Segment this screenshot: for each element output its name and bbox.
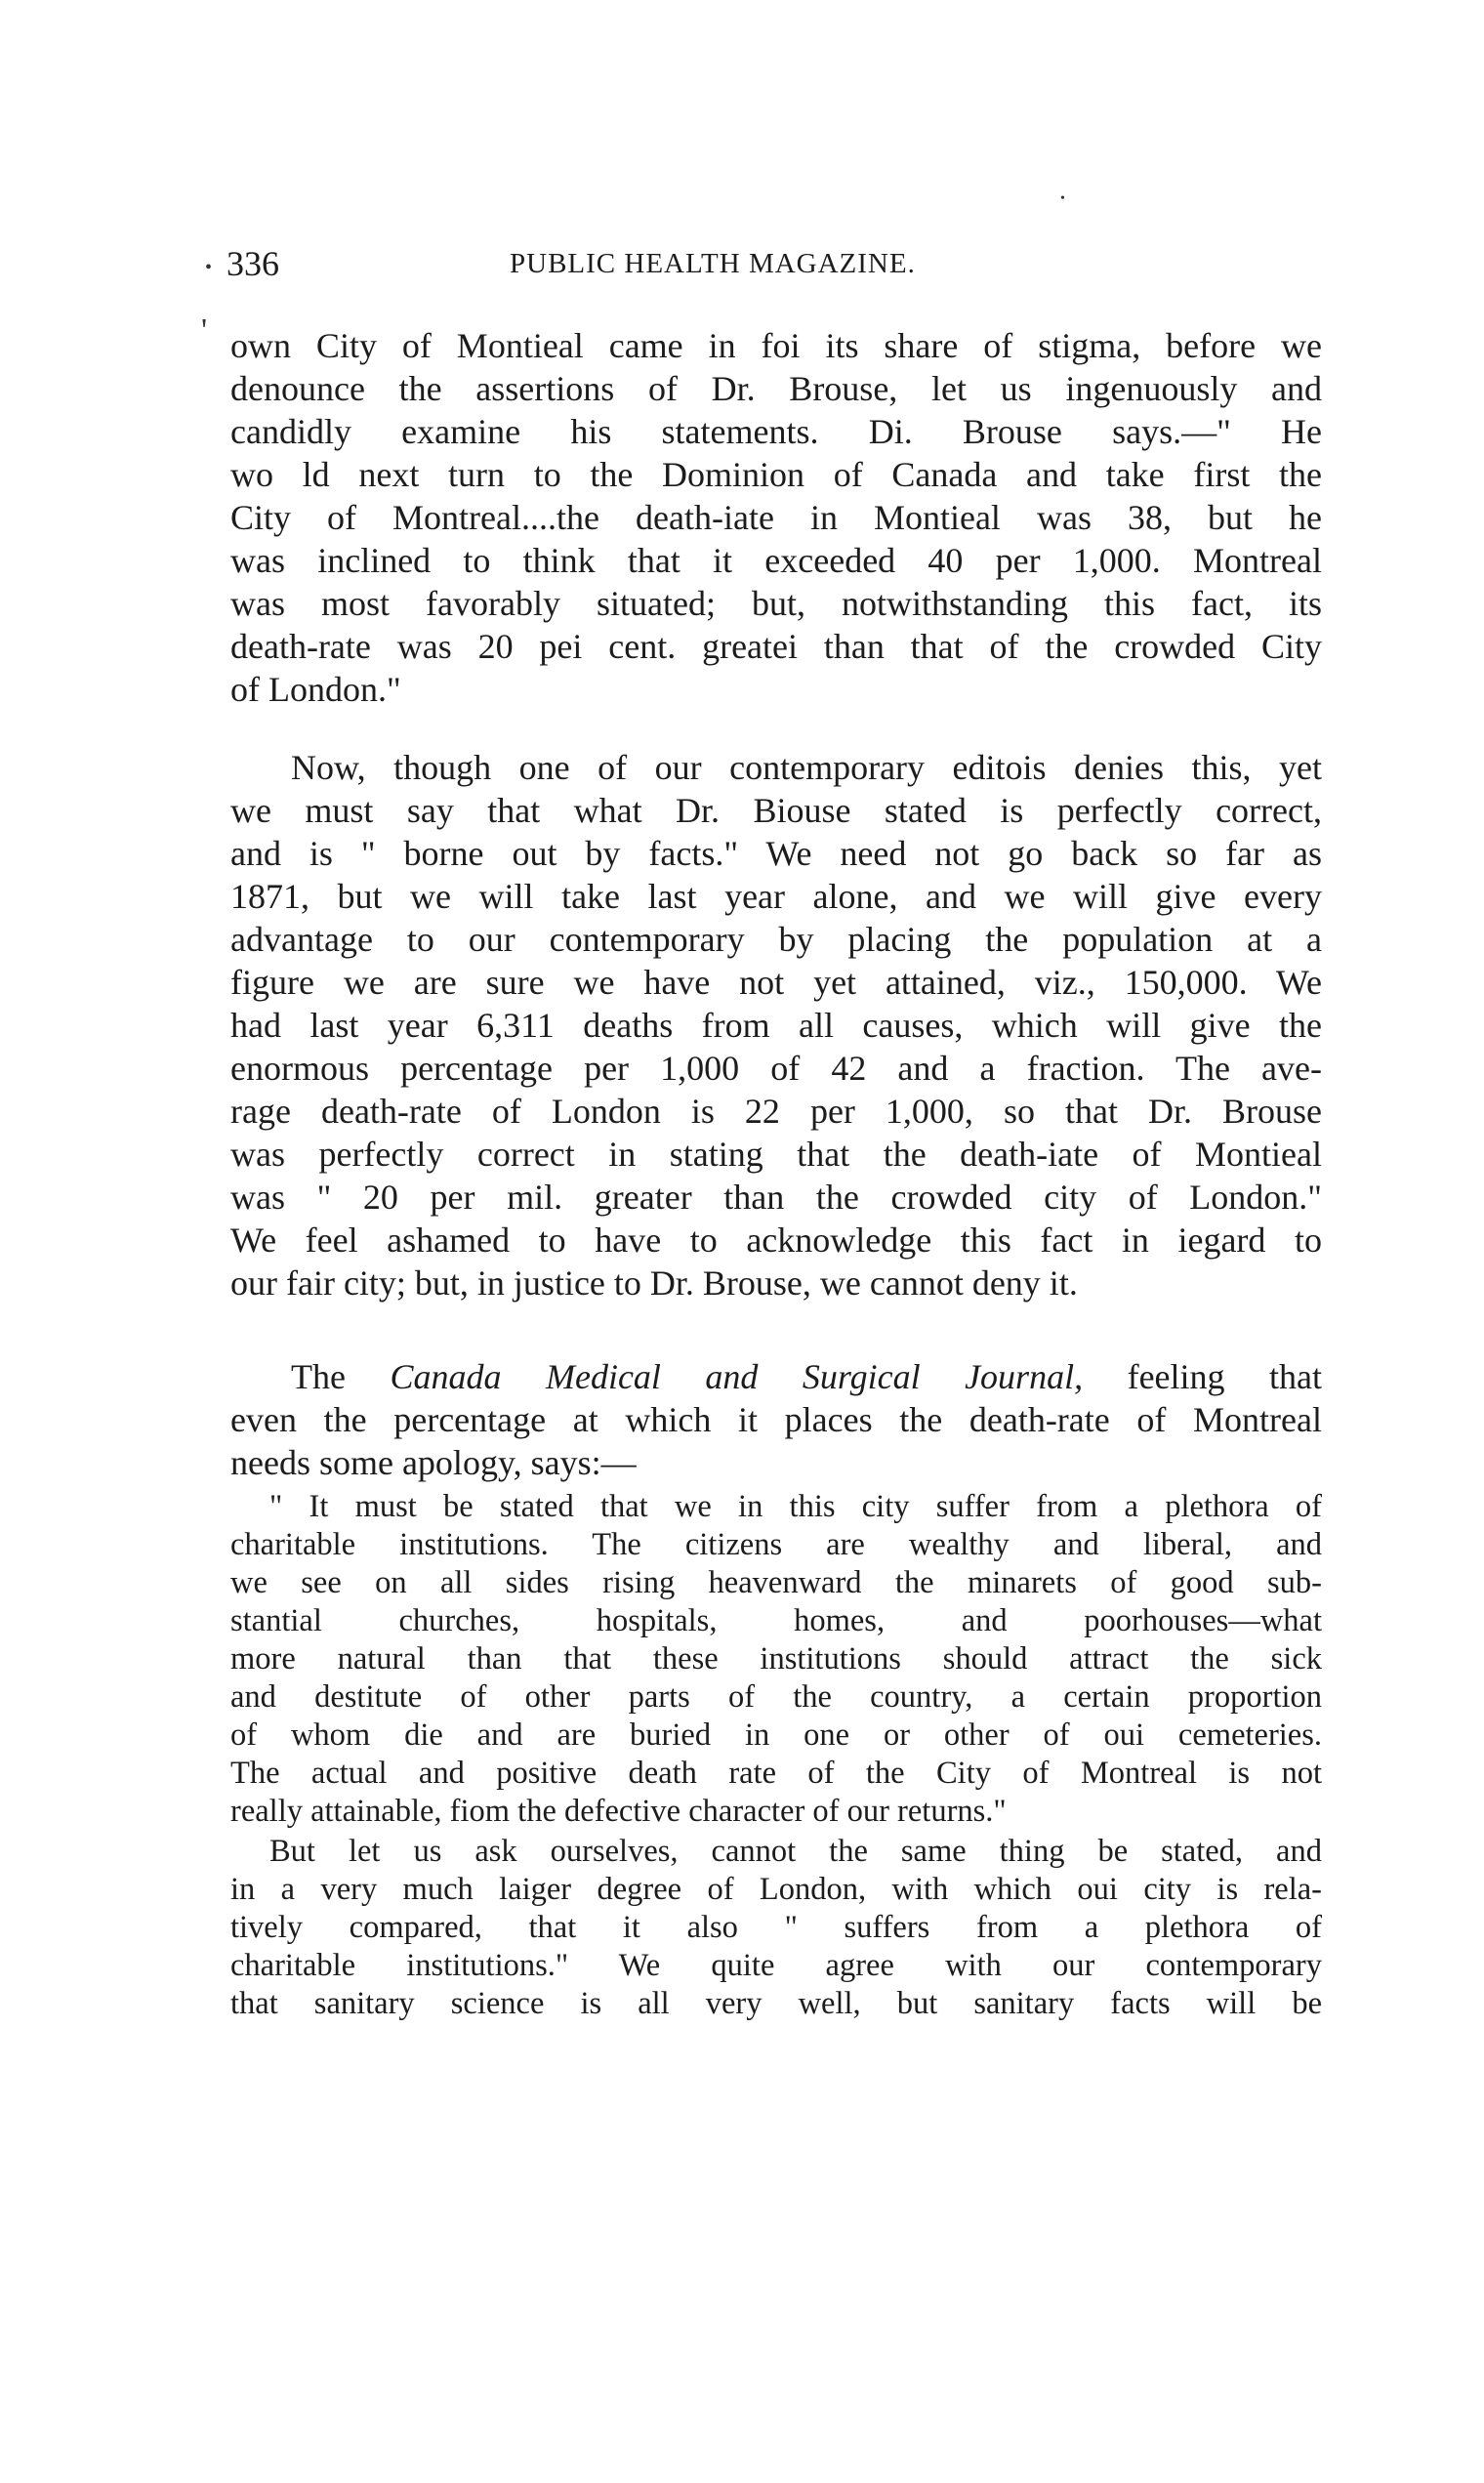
paragraph-line: wo ld next turn to the Dominion of Canada and take first the bbox=[230, 455, 1322, 494]
paragraph-text: The bbox=[291, 1357, 346, 1396]
paragraph-line: was inclined to think that it exceeded 40 per 1,000. Montreal bbox=[230, 541, 1322, 580]
paragraph-line: We feel ashamed to have to acknowledge this fact in iegard to bbox=[230, 1221, 1322, 1260]
block-quote bbox=[230, 1488, 1322, 1831]
paragraph-line: tively compared, that it also " suffers from a plethora of bbox=[230, 1910, 1322, 1945]
paragraph-line: death-rate was 20 pei cent. greatei than that of the crowded City bbox=[230, 627, 1322, 666]
paragraph-line: 1871, but we will take last year alone, and we will give every bbox=[230, 877, 1322, 916]
paragraph-line: was " 20 per mil. greater than the crowded city of London." bbox=[230, 1178, 1322, 1217]
paragraph-line: own City of Montieal came in foi its share of stigma, before we bbox=[230, 326, 1322, 365]
paragraph-line bbox=[230, 1355, 1322, 1398]
paragraph-line: even the percentage at which it places the death-rate of Montreal bbox=[230, 1400, 1322, 1439]
margin-dot-top: • bbox=[1060, 191, 1065, 206]
paragraph-line: we must say that what Dr. Biouse stated is perfectly correct, bbox=[230, 791, 1322, 830]
paragraph-line: advantage to our contemporary by placing the population at a bbox=[230, 920, 1322, 959]
paragraph-1 bbox=[230, 324, 1322, 711]
paragraph-line: rage death-rate of London is 22 per 1,000, so that Dr. Brouse bbox=[230, 1092, 1322, 1131]
paragraph-2 bbox=[230, 746, 1322, 1304]
quote-line: of whom die and are buried in one or other of oui cemeteries. bbox=[230, 1717, 1322, 1753]
paragraph-line: our fair city; but, in justice to Dr. Brouse, we cannot deny it. bbox=[230, 1263, 1078, 1303]
quote-line: really attainable, fiom the defective character of our returns." bbox=[230, 1794, 1007, 1829]
paragraph-line: But let us ask ourselves, cannot the same thing be stated, and bbox=[269, 1834, 1322, 1869]
quote-line: stantial churches, hospitals, homes, and poorhouses—what bbox=[230, 1603, 1322, 1638]
margin-dot-left: • bbox=[205, 257, 213, 278]
paragraph-line: of London." bbox=[230, 670, 401, 709]
paragraph-line: charitable institutions." We quite agree with our contemporary bbox=[230, 1948, 1322, 1983]
paragraph-line: enormous percentage per 1,000 of 42 and a fraction. The ave- bbox=[230, 1049, 1322, 1088]
quote-line: The actual and positive death rate of the City of Montreal is not bbox=[230, 1756, 1322, 1791]
paragraph-text: feeling that bbox=[1127, 1357, 1322, 1396]
paragraph-line: candidly examine his statements. Di. Brouse says.—" He bbox=[230, 412, 1322, 451]
paragraph-line: Now, though one of our contemporary editois denies this, yet bbox=[291, 748, 1322, 787]
quote-line: more natural than that these institutions should attract the sick bbox=[230, 1641, 1322, 1676]
quote-line: " It must be stated that we in this city suffer from a plethora of bbox=[269, 1489, 1322, 1524]
paragraph-line: figure we are sure we have not yet attained, viz., 150,000. We bbox=[230, 963, 1322, 1002]
margin-tick-left: ' bbox=[201, 312, 208, 349]
paragraph-line: City of Montreal....the death-iate in Montieal was 38, but he bbox=[230, 498, 1322, 537]
journal-title: Canada Medical and Surgical Journal, bbox=[390, 1357, 1084, 1396]
quote-line: charitable institutions. The citizens are wealthy and liberal, and bbox=[230, 1527, 1322, 1562]
paragraph-line: and is " borne out by facts." We need not go back so far as bbox=[230, 834, 1322, 873]
page-number: 336 bbox=[227, 244, 279, 283]
running-header bbox=[205, 242, 1326, 285]
paragraph-line: needs some apology, says:— bbox=[230, 1443, 637, 1482]
paragraph-3 bbox=[230, 1355, 1322, 1484]
paragraph-4 bbox=[230, 1833, 1322, 2023]
paragraph-line: was most favorably situated; but, notwithstanding this fact, its bbox=[230, 584, 1322, 623]
paragraph-line: was perfectly correct in stating that the death-iate of Montieal bbox=[230, 1135, 1322, 1174]
paragraph-line: had last year 6,311 deaths from all causes, which will give the bbox=[230, 1006, 1322, 1045]
quote-line: and destitute of other parts of the country, a certain proportion bbox=[230, 1679, 1322, 1715]
paragraph-line: in a very much laiger degree of London, with which oui city is rela- bbox=[230, 1872, 1322, 1907]
quote-line: we see on all sides rising heavenward the minarets of good sub- bbox=[230, 1565, 1322, 1600]
running-title: PUBLIC HEALTH MAGAZINE. bbox=[510, 248, 916, 279]
paragraph-line: that sanitary science is all very well, but sanitary facts will be bbox=[230, 1986, 1322, 2021]
paragraph-line: denounce the assertions of Dr. Brouse, let us ingenuously and bbox=[230, 369, 1322, 408]
